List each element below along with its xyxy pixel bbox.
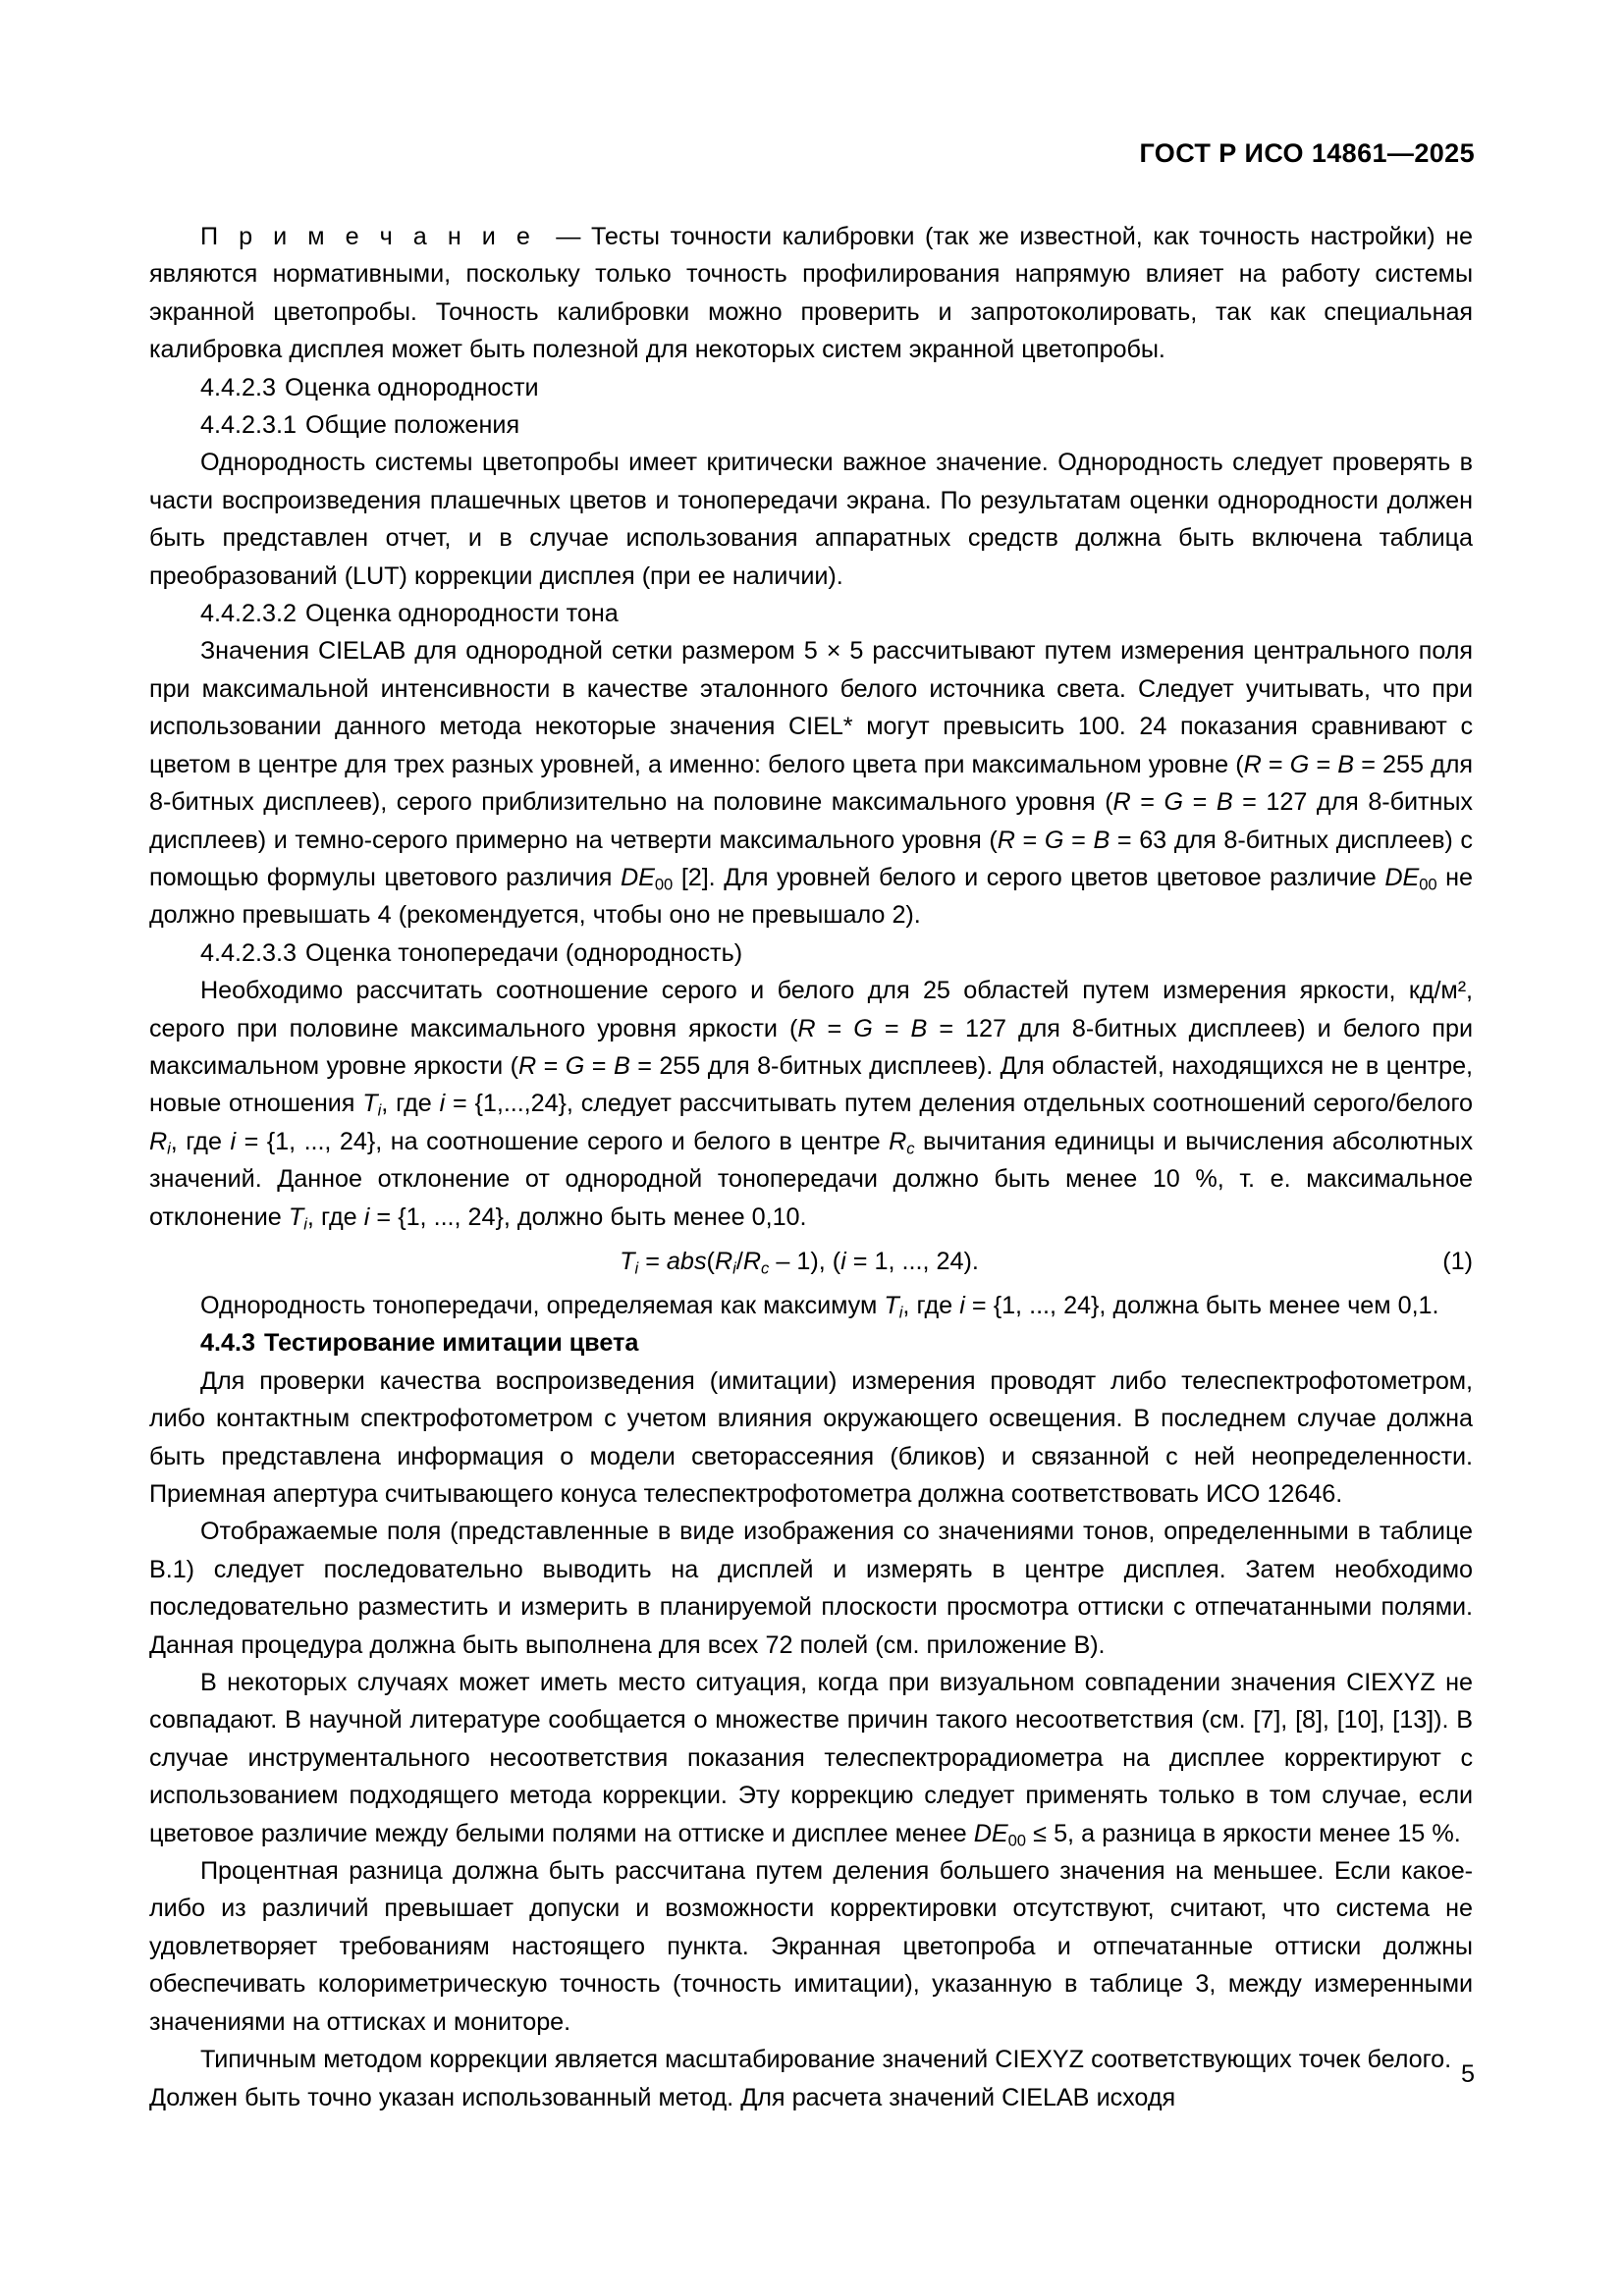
paragraph-text-part-3: = 127 для 8-битных дисплеев) и темно-серого примерно на четверти максимального уровня ( bbox=[149, 788, 1473, 854]
note-label: П р и м е ч а н и е bbox=[200, 223, 536, 250]
symbol-B: B bbox=[1093, 826, 1110, 854]
symbol-R: R bbox=[889, 1127, 907, 1155]
formula-number: (1) bbox=[1442, 1247, 1473, 1275]
symbol-i: i bbox=[230, 1127, 237, 1155]
formula-T: T bbox=[620, 1247, 635, 1275]
symbol-c-subscript: c bbox=[906, 1139, 915, 1158]
symbol-DE-subscript: 00 bbox=[1419, 875, 1437, 894]
clause-heading-4-4-2-3-2 bbox=[149, 595, 1473, 632]
paragraph-text-part-1: Необходимо рассчитать соотношение серого и белого для 25 областей путем измерения яркости, кд/м², серого при половине максимального уровня яркости ( bbox=[149, 977, 1473, 1042]
formula-R-i-subscript: i bbox=[732, 1258, 736, 1278]
clause-number: 4.4.3 bbox=[200, 1329, 256, 1358]
formula-range: = 1, ..., 24). bbox=[845, 1247, 979, 1275]
paragraph-text-part-3: = 255 для 8-битных дисплеев). Для областей, находящихся не в центре, новые отношения bbox=[149, 1051, 1474, 1118]
paragraph-text: Однородность системы цветопробы имеет критически важное значение. Однородность следует проверять в части воспроизведения плашечных цветов и тонопередачи экрана. По результатам оценки однородности должен быть представлен отчет, и в случае использования аппаратных средств должна быть включена таблица преобразований (LUT) коррекции дисплея (при ее наличии). bbox=[149, 449, 1473, 590]
symbol-DE: DE bbox=[1384, 863, 1420, 891]
formula-expression bbox=[149, 1236, 1473, 1287]
symbol-i-subscript: i bbox=[377, 1101, 382, 1120]
symbol-T: T bbox=[362, 1090, 378, 1118]
paragraph-text-part-2: = 255 для 8-битных дисплеев), серого приблизительно на половине максимального уровня ( bbox=[149, 750, 1473, 817]
symbol-G: G bbox=[1164, 788, 1184, 817]
paragraph-text-part-7: = {1, ..., 24}, на соотношение серого и белого в центре bbox=[236, 1127, 890, 1155]
note-text: Тесты точности калибровки (так же известной, как точность настройки) не являются нормативными, поскольку только точность профилирования напрямую влияет на работу системы экранной цветопробы. Точность калибровки можно проверить и запротоколировать, так как специальная калибровка дисплея может быть полезной для некоторых систем экранной цветопробы. bbox=[149, 223, 1473, 364]
symbol-R: R bbox=[149, 1127, 168, 1155]
paragraph-general-provisions bbox=[149, 444, 1473, 595]
formula-R-c-subscript: c bbox=[761, 1258, 770, 1278]
paragraph-tone-uniformity: Значения CIELAB для однородной сетки размером 5 × 5 рассчитывают путем измерения центрального поля при максимальной интенсивности в качестве эталонного белого источника света. Следует учитывать, что при использовании данного метода некоторые значения CIEL* могут превысить 100. 24 показания сравнивают с цветом в центре для трех разных уровней, а именно: белого цвета при максимальном уровне (R = G = B = 255 для 8-битных дисплеев), серого приблизительно на половине максимального уровня (R = G = B = 127 для 8-битных дисплеев) и темно-серого примерно на четверти максимального уровня (R = G = B = 63 для 8-битных дисплеев) с помощью формулы цветового различия $DE_{00}$ [2]. Для уровней белого и серого цветов цветовое различие $DE_{00}$ не должно превышать 4 (рекомендуется, чтобы оно не превышало 2). bbox=[149, 637, 1474, 930]
formula-equals: = bbox=[638, 1247, 667, 1275]
clause-heading-4-4-2-3-1 bbox=[149, 406, 1473, 444]
page-number: 5 bbox=[1460, 2060, 1475, 2088]
symbol-i-subscript: i bbox=[898, 1303, 903, 1322]
symbol-G: G bbox=[565, 1051, 585, 1080]
formula-R-i: R bbox=[714, 1247, 733, 1275]
standard-title: ГОСТ Р ИСО 14861—2025 bbox=[1139, 138, 1475, 168]
symbol-DE-subscript: 00 bbox=[654, 875, 674, 894]
note-paragraph bbox=[149, 218, 1473, 369]
note-dash-spacer bbox=[535, 223, 556, 250]
symbol-i-subscript: i bbox=[303, 1214, 307, 1234]
symbol-G: G bbox=[1289, 750, 1310, 778]
clause-heading-4-4-2-3-3 bbox=[149, 934, 1473, 972]
paragraph-text-part-1: Значения CIELAB для однородной сетки размером 5 × 5 рассчитывают путем измерения центрального поля при максимальной интенсивности в качестве эталонного белого источника света. Следует учитывать, что при использовании данного метода некоторые значения CIEL* могут превысить 100. 24 показания сравнивают с цветом в центре для трех разных уровней, а именно: белого цвета при максимальном уровне ( bbox=[149, 637, 1473, 778]
symbol-B: B bbox=[910, 1014, 928, 1042]
paragraph-after-formula bbox=[149, 1287, 1473, 1324]
formula-row-1 bbox=[149, 1236, 1473, 1287]
paragraph-443-1 bbox=[149, 1362, 1473, 1514]
clause-number: 4.4.2.3.1 bbox=[200, 411, 298, 440]
paragraph-text: Типичным методом коррекции является масштабирование значений CIEXYZ соответствующих точек белого. Должен быть точно указан использованный метод. Для расчета значений CIELAB исходя bbox=[149, 2046, 1452, 2111]
note-dash: — bbox=[556, 223, 581, 250]
paragraph-text-part-5: = {1,...,24}, следует рассчитывать путем деления отдельных соотношений серого/белого bbox=[445, 1090, 1473, 1118]
formula-T-subscript: i bbox=[634, 1258, 639, 1278]
clause-title: Тестирование имитации цвета bbox=[264, 1329, 639, 1358]
symbol-G: G bbox=[1044, 826, 1064, 854]
paragraph-tone-reproduction: Необходимо рассчитать соотношение серого и белого для 25 областей путем измерения яркости, кд/м², серого при половине максимального уровня яркости (R = G = B = 127 для 8-битных дисплеев) и белого при максимальном уровне яркости (R = G = B = 255 для 8-битных дисплеев). Для областей, находящихся не в центре, новые отношения $T_i$, где i = {1,...,24}, следует рассчитывать путем деления отдельных соотношений серого/белого $R_i$, где i = {1, ..., 24}, на соотношение серого и белого в центре $R_c$ вычитания единицы и вычисления абсолютных значений. Данное отклонение от однородной тонопередачи должно быть менее 10 %, т. е. максимальное отклонение $T_i$, где i = {1, ..., 24}, должно быть менее 0,10. bbox=[149, 977, 1474, 1234]
paragraph-text-part-8: вычитания единицы и вычисления абсолютных значений. Данное отклонение от однородной тонопередачи должно быть менее 10 %, т. е. максимальное отклонение bbox=[149, 1127, 1474, 1231]
paragraph-443-4 bbox=[149, 1852, 1473, 2041]
paragraph-text: Процентная разница должна быть рассчитана путем деления большего значения на меньшее. Если какое-либо из различий превышает допуски и возможности корректировки отсутствуют, считают, что система не удовлетворяет требованиям настоящего пункта. Экранная цветопроба и отпечатанные оттиски должны обеспечивать колориметрическую точность (точность имитации), указанную в таблице 3, между измеренными значениями на оттисках и мониторе. bbox=[149, 1857, 1473, 2036]
symbol-DE: DE bbox=[620, 863, 655, 891]
page-header bbox=[147, 137, 1475, 179]
clause-heading-4-4-2-3 bbox=[149, 369, 1473, 406]
paragraph-text-part-3: = {1, ..., 24}, должна быть менее чем 0,1. bbox=[964, 1291, 1439, 1319]
clause-title: Оценка однородности bbox=[285, 373, 539, 401]
symbol-i: i bbox=[439, 1090, 446, 1118]
symbol-i: i bbox=[959, 1291, 965, 1319]
symbol-R: R bbox=[1243, 750, 1262, 778]
symbol-R: R bbox=[1112, 788, 1131, 817]
paragraph-443-3 bbox=[149, 1664, 1473, 1852]
paragraph-text-part-1: Однородность тонопередачи, определяемая как максимум bbox=[200, 1291, 885, 1319]
clause-title: Оценка однородности тона bbox=[305, 600, 619, 628]
paragraph-text-part-2: ≤ 5, а разница в яркости менее 15 %. bbox=[1026, 1819, 1461, 1847]
formula-minus-one: – 1), ( bbox=[769, 1247, 841, 1275]
symbol-G: G bbox=[853, 1014, 873, 1042]
paragraph-443-2 bbox=[149, 1513, 1473, 1664]
formula-open-paren: ( bbox=[706, 1247, 715, 1275]
paragraph-text: Отображаемые поля (представленные в виде изображения со значениями тонов, определенными в таблице В.1) следует последовательно выводить на дисплей и измерять в центре дисплея. Затем необходимо последовательно разместить и измерить в планируемой плоскости просмотра оттиски с отпечатанными полями. Данная процедура должна быть выполнена для всех 72 полей (см. приложение В). bbox=[149, 1518, 1473, 1659]
formula-abs: abs bbox=[666, 1247, 707, 1275]
paragraph-text-part-1: В некоторых случаях может иметь место ситуация, когда при визуальном совпадении значения CIEXYZ не совпадают. В научной литературе сообщается о множестве причин такого несоответствия (см. [7], [8], [10], [13]). В случае инструментального несоответствия показания телеспектрорадиометра на дисплее корректируют с использованием подходящего метода коррекции. Эту коррекцию следует применять только в том случае, если цветовое различие между белыми полями на оттиске и дисплее менее bbox=[149, 1669, 1473, 1847]
paragraph-text-part-4: , где bbox=[381, 1090, 440, 1118]
clause-title: Оценка тонопередачи (однородность) bbox=[305, 938, 743, 967]
document-body bbox=[149, 218, 1473, 2116]
formula-slash: / bbox=[735, 1247, 743, 1275]
paragraph-text-part-2: = 127 для 8-битных дисплеев) и белого при максимальном уровне яркости ( bbox=[149, 1014, 1473, 1080]
formula-R-c: R bbox=[742, 1247, 762, 1275]
clause-number: 4.4.2.3.2 bbox=[200, 600, 298, 628]
clause-heading-4-4-3 bbox=[149, 1324, 1473, 1362]
paragraph-text-part-5: [2]. Для уровней белого и серого цветов цветовое различие bbox=[673, 863, 1385, 891]
formula-i: i bbox=[840, 1247, 846, 1275]
symbol-R: R bbox=[997, 826, 1015, 854]
page-footer bbox=[149, 2059, 1475, 2089]
paragraph-text-part-6: , где bbox=[170, 1127, 231, 1155]
symbol-B: B bbox=[1337, 750, 1355, 778]
symbol-i: i bbox=[363, 1202, 370, 1231]
symbol-R: R bbox=[518, 1051, 537, 1080]
paragraph-text-part-10: = {1, ..., 24}, должно быть менее 0,10. bbox=[369, 1202, 807, 1231]
symbol-DE-subscript: 00 bbox=[1007, 1831, 1027, 1850]
symbol-B: B bbox=[1216, 788, 1233, 817]
paragraph-text-part-9: , где bbox=[306, 1202, 364, 1231]
paragraph-text-part-6: не должно превышать 4 (рекомендуется, чтобы оно не превышало 2). bbox=[149, 863, 1474, 930]
clause-number: 4.4.2.3.3 bbox=[200, 938, 298, 967]
paragraph-text-part-2: , где bbox=[902, 1291, 960, 1319]
symbol-i-subscript: i bbox=[167, 1139, 171, 1158]
symbol-T: T bbox=[288, 1202, 304, 1231]
symbol-R: R bbox=[797, 1014, 816, 1042]
clause-title: Общие положения bbox=[305, 411, 520, 440]
clause-number: 4.4.2.3 bbox=[200, 373, 277, 401]
paragraph-text: Для проверки качества воспроизведения (имитации) измерения проводят либо телеспектрофотометром, либо контактным спектрофотометром с учетом влияния окружающего освещения. В последнем случае должна быть представлена информация о модели светорассеяния (бликов) и связанной с ней неопределенности. Приемная апертура считывающего конуса телеспектрофотометра должна соответствовать ИСО 12646. bbox=[149, 1366, 1473, 1508]
symbol-B: B bbox=[613, 1051, 630, 1080]
symbol-T: T bbox=[884, 1291, 899, 1319]
symbol-DE: DE bbox=[973, 1819, 1008, 1847]
paragraph-text-part-4: = 63 для 8-битных дисплеев) с помощью формулы цветового различия bbox=[149, 826, 1473, 891]
